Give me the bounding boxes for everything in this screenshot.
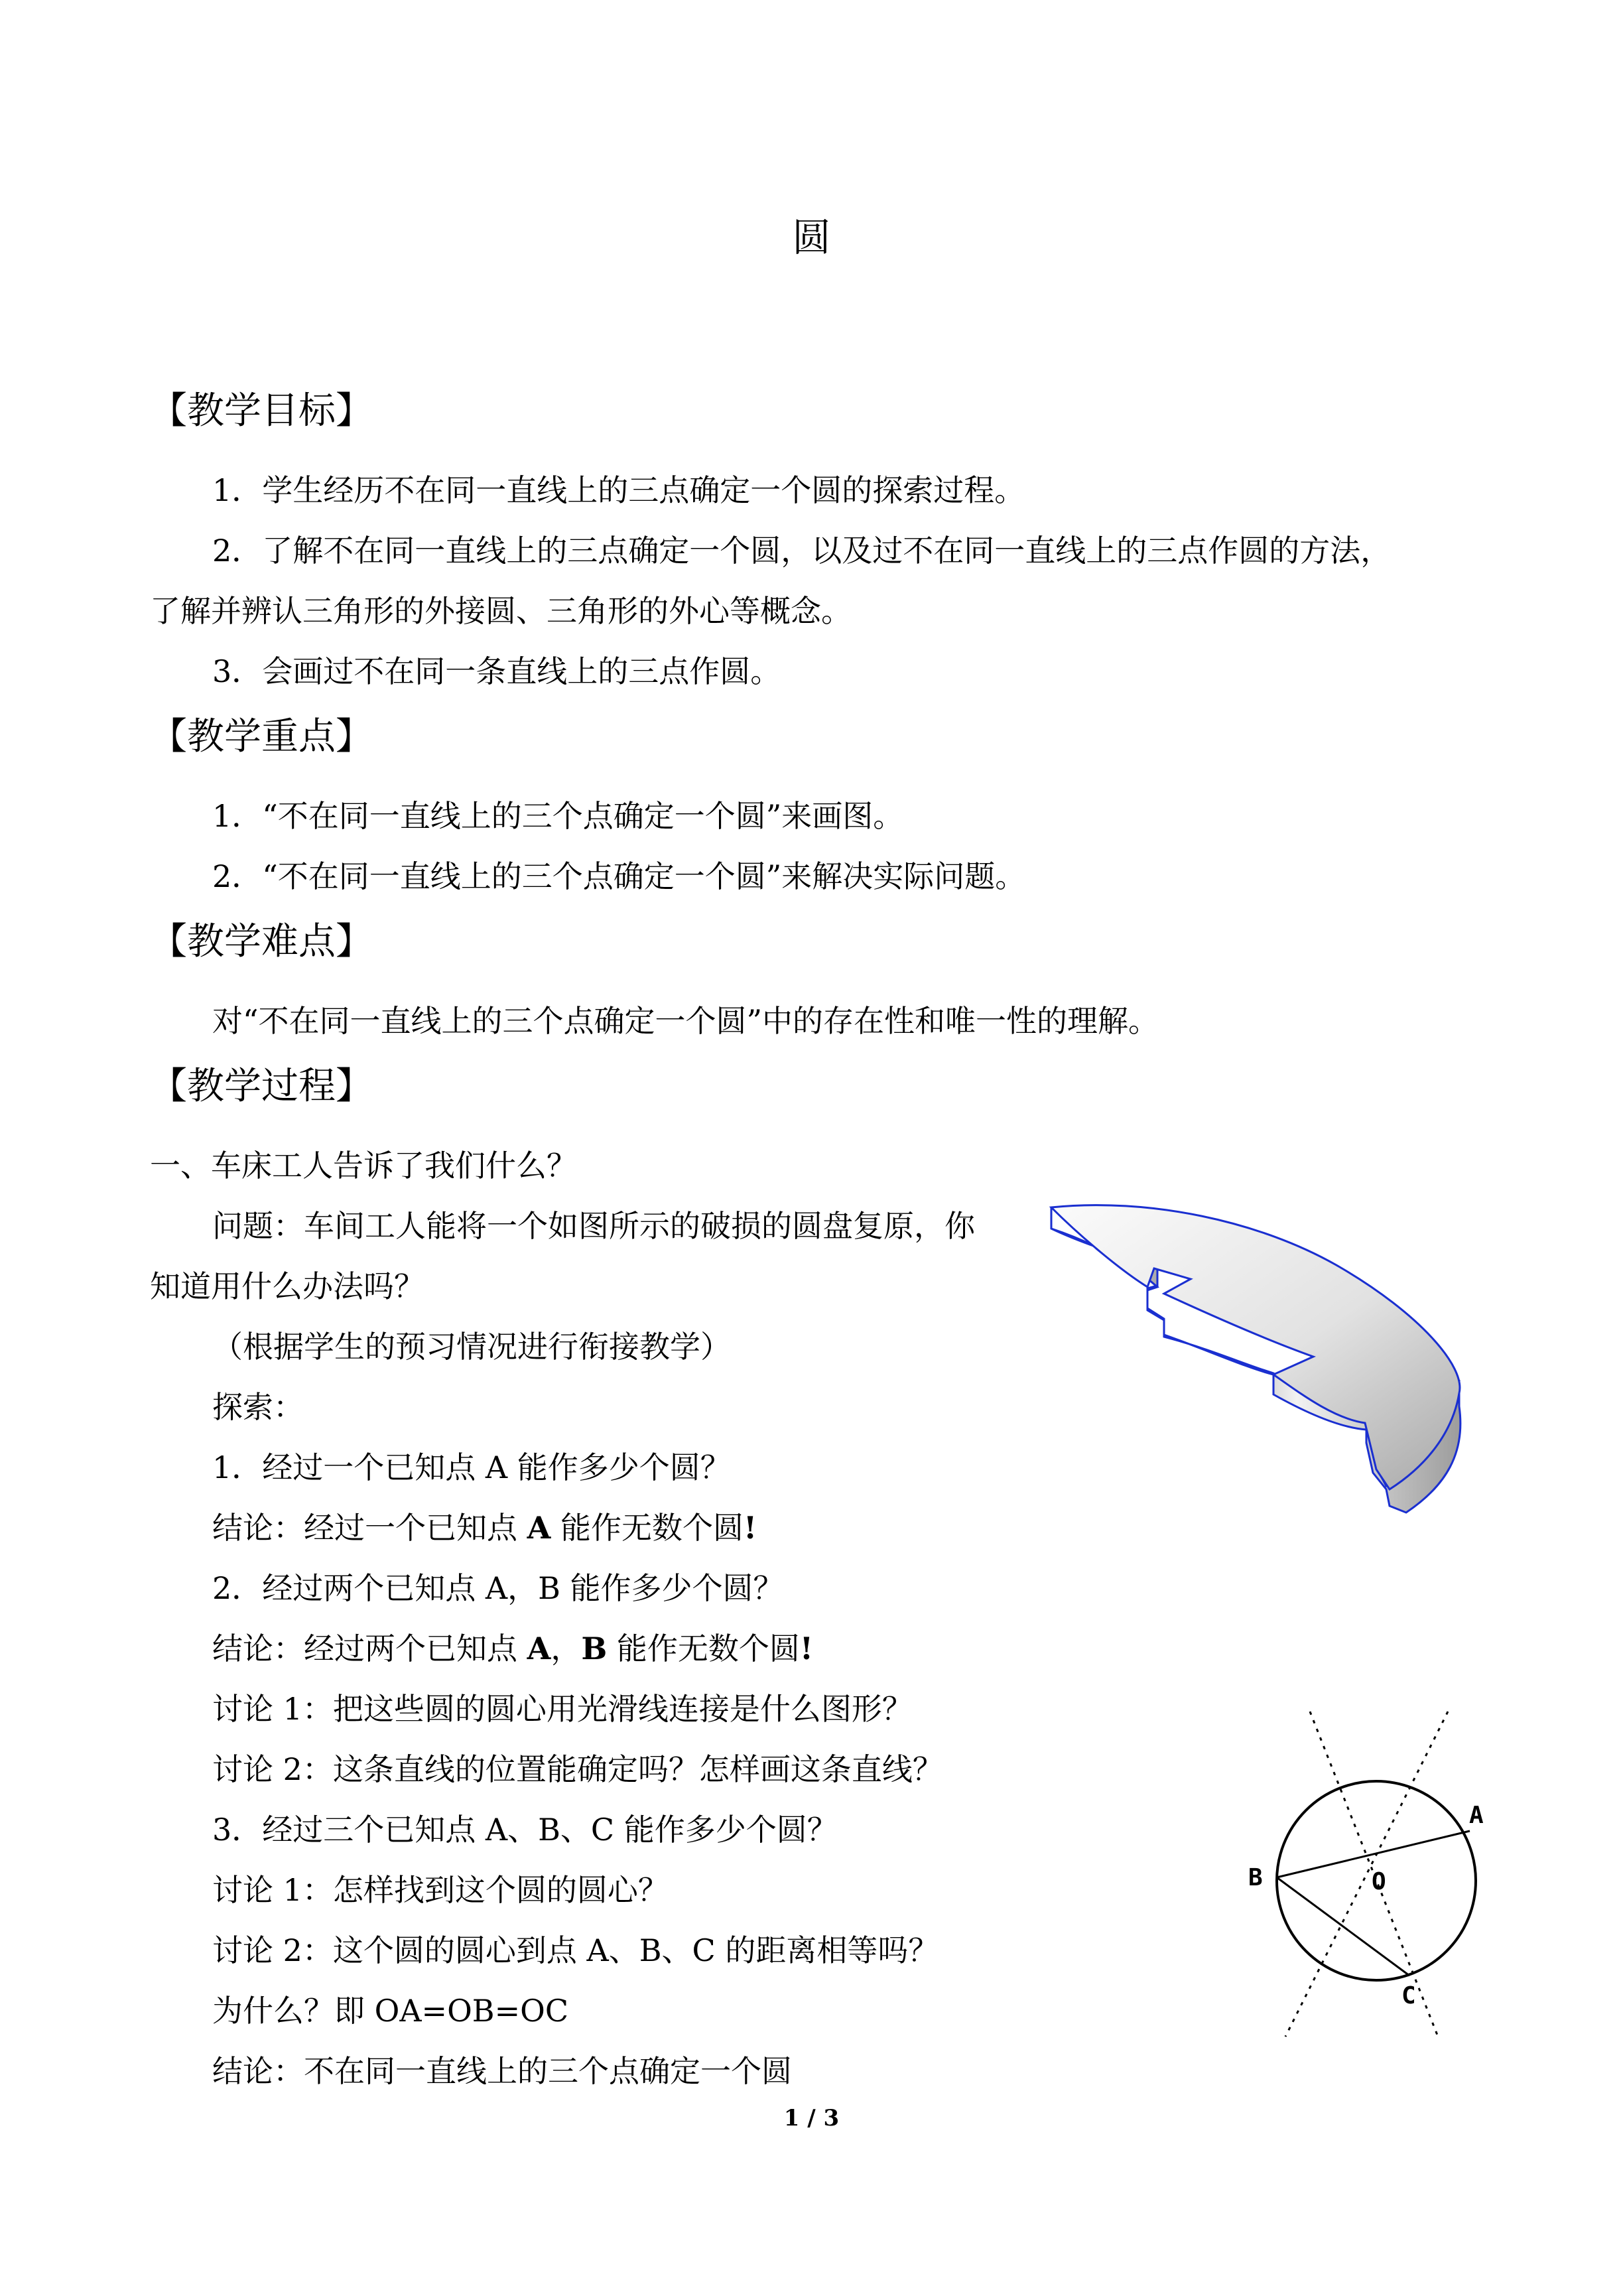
process-note: （根据学生的预习情况进行衔接教学） <box>212 1329 731 1365</box>
objective-item-2-line-2: 了解并辨认三角形的外接圆、三角形的外心等概念。 <box>150 593 852 629</box>
process-conclusion-2 <box>212 1627 813 1670</box>
key-point-item-2: 2．“不在同一直线上的三个点确定一个圆”来解决实际问题。 <box>212 858 1026 894</box>
disc-top-face <box>1051 1205 1460 1489</box>
process-question-3: 3．经过三个已知点 A、B、C 能作多少个圆？ <box>212 1812 838 1848</box>
circle-three-points-figure <box>1247 1712 1486 2043</box>
objective-item-1: 1．学生经历不在同一直线上的三点确定一个圆的探索过程。 <box>212 472 1025 508</box>
conclusion-2-exclamation: ! <box>799 1631 814 1666</box>
heading-key-points: 【教学重点】 <box>150 715 373 758</box>
heading-objectives: 【教学目标】 <box>150 389 373 433</box>
process-question-line-1: 问题：车间工人能将一个如图所示的破损的圆盘复原，你 <box>212 1208 975 1244</box>
label-b: B <box>1248 1864 1263 1891</box>
page-number: 1 / 3 <box>783 2105 840 2131</box>
label-o: O <box>1372 1868 1386 1895</box>
label-c: C <box>1401 1982 1416 2009</box>
page-title: 圆 <box>792 215 831 260</box>
broken-disc-figure <box>1048 1194 1472 1579</box>
difficulty-item-1: 对“不在同一直线上的三个点确定一个圆”中的存在性和唯一性的理解。 <box>212 1003 1159 1039</box>
process-discussion-3: 讨论 1：怎样找到这个圆的圆心？ <box>212 1872 669 1908</box>
process-discussion-4-line-2: 为什么？即 OA=OB=OC <box>212 1993 569 2029</box>
conclusion-2-point-b: B <box>581 1631 608 1666</box>
conclusion-2-suffix: 能作无数个圆 <box>607 1631 800 1666</box>
process-question-line-2: 知道用什么办法吗？ <box>150 1268 424 1304</box>
conclusion-1-point-a: A <box>527 1510 551 1546</box>
chord-bc <box>1277 1877 1409 1976</box>
key-point-item-1: 1．“不在同一直线上的三个点确定一个圆”来画图。 <box>212 798 904 834</box>
label-a: A <box>1469 1802 1484 1829</box>
process-discussion-4: 讨论 2：这个圆的圆心到点 A、B、C 的距离相等吗？ <box>212 1932 939 1968</box>
conclusion-1-suffix: 能作无数个圆 <box>551 1510 744 1546</box>
process-conclusion-1 <box>212 1506 757 1550</box>
process-question-1: 1．经过一个已知点 A 能作多少个圆？ <box>212 1450 731 1485</box>
process-explore: 探索： <box>212 1389 304 1425</box>
conclusion-1-exclamation: ! <box>743 1510 757 1546</box>
process-discussion-1: 讨论 1：把这些圆的圆心用光滑线连接是什么图形？ <box>212 1691 913 1727</box>
objective-item-2-line-1: 2．了解不在同一直线上的三点确定一个圆，以及过不在同一直线上的三点作圆的方法， <box>212 533 1392 569</box>
conclusion-2-point-a: A <box>527 1631 551 1666</box>
objective-item-3: 3．会画过不在同一条直线上的三点作圆。 <box>212 653 781 689</box>
process-part-1-title: 一、车床工人告诉了我们什么？ <box>150 1148 577 1183</box>
perpendicular-bisector-2 <box>1285 1712 1448 2037</box>
conclusion-2-mid: ， <box>551 1631 582 1666</box>
heading-difficulties: 【教学难点】 <box>150 920 373 963</box>
process-discussion-2: 讨论 2：这条直线的位置能确定吗？怎样画这条直线？ <box>212 1751 943 1787</box>
conclusion-1-prefix: 结论：经过一个已知点 <box>212 1510 527 1546</box>
conclusion-2-prefix: 结论：经过两个已知点 <box>212 1631 527 1666</box>
process-conclusion-3: 结论：不在同一直线上的三个点确定一个圆 <box>212 2053 792 2089</box>
process-question-2: 2．经过两个已知点 A，B 能作多少个圆？ <box>212 1570 784 1606</box>
heading-process: 【教学过程】 <box>150 1065 373 1108</box>
